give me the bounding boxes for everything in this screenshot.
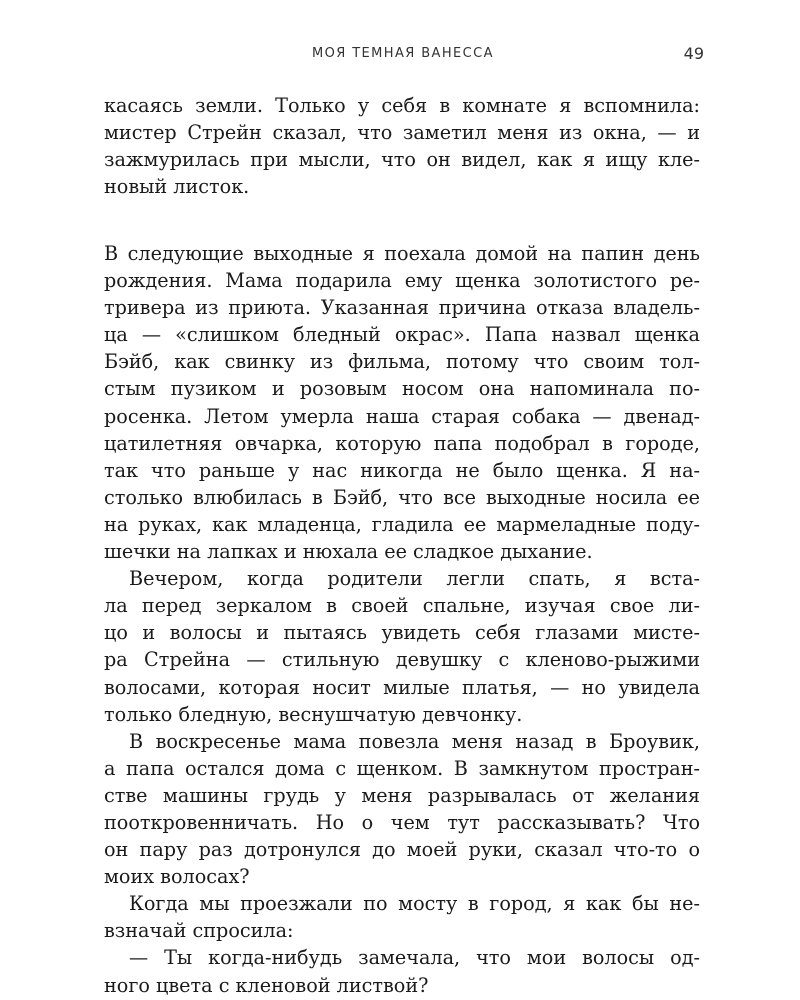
text-line: а папа остался дома с щенком. В замкнутом простран-	[104, 756, 700, 780]
text-line: зажмурилась при мысли, что он видел, как я ищу кле-	[104, 148, 700, 172]
page-number: 49	[683, 44, 704, 63]
text-line: взначай спросила:	[104, 919, 294, 943]
text-line: шечки на лапках и нюхала ее сладкое дыхание.	[104, 540, 593, 564]
text-line: цатилетняя овчарка, которую папа подобрал в городе,	[104, 431, 700, 455]
text-line: на руках, как младенца, гладила ее мармеладные поду-	[104, 512, 700, 536]
text-line: Когда мы проезжали по мосту в город, я как бы не-	[129, 892, 700, 916]
text-line: рождения. Мама подарила ему щенка золотистого ре-	[104, 269, 700, 293]
text-line: росенка. Летом умерла наша старая собака — двенад-	[104, 404, 700, 428]
text-line: ла перед зеркалом в своей спальне, изучая свое ли-	[104, 594, 700, 618]
text-line: так что раньше у нас никогда не было щенка. Я на-	[104, 458, 700, 482]
text-line: цо и волосы и пытаясь увидеть себя глазами мисте-	[104, 621, 700, 645]
section-text	[104, 240, 700, 999]
paragraph-continued	[104, 92, 700, 200]
text-line: только бледную, веснушчатую девчонку.	[104, 702, 523, 726]
book-title: МОЯ ТЕМНАЯ ВАНЕССА	[312, 46, 494, 61]
running-header	[0, 46, 800, 68]
text-line: мистер Стрейн сказал, что заметил меня из окна, — и	[104, 121, 700, 145]
text-line: В следующие выходные я поехала домой на папин день	[104, 242, 700, 265]
text-line: стым пузиком и розовым носом она напоминала по-	[104, 377, 700, 401]
text-line: Бэйб, как свинку из фильма, потому что своим тол-	[104, 350, 700, 374]
text-line: новый листок.	[104, 175, 250, 199]
text-line: пооткровенничать. Но о чем тут рассказывать? Что	[104, 810, 700, 834]
text-line: тривера из приюта. Указанная причина отказа владель-	[104, 296, 700, 320]
text-line: моих волосах?	[104, 865, 250, 889]
text-line: В воскресенье мама повезла меня назад в Броувик,	[129, 729, 700, 753]
text-line: столько влюбилась в Бэйб, что все выходные носила ее	[104, 485, 700, 509]
text-line: ца — «слишком бледный окрас». Папа назвал щенка	[104, 323, 700, 347]
text-line: ного цвета с кленовой листвой?	[104, 973, 429, 997]
text-line: он пару раз дотронулся до моей руки, сказал что-то о	[104, 838, 700, 862]
text-line: — Ты когда-нибудь замечала, что мои волосы од-	[129, 946, 700, 970]
text-line: стве машины грудь у меня разрывалась от желания	[104, 783, 700, 807]
text-line: волосами, которая носит милые платья, — но увидела	[104, 675, 700, 699]
text-line: касаясь земли. Только у себя в комнате я вспомнила:	[104, 94, 700, 117]
text-line: Вечером, когда родители легли спать, я вста-	[129, 567, 700, 591]
text-line: ра Стрейна — стильную девушку с кленово-рыжими	[104, 648, 700, 672]
